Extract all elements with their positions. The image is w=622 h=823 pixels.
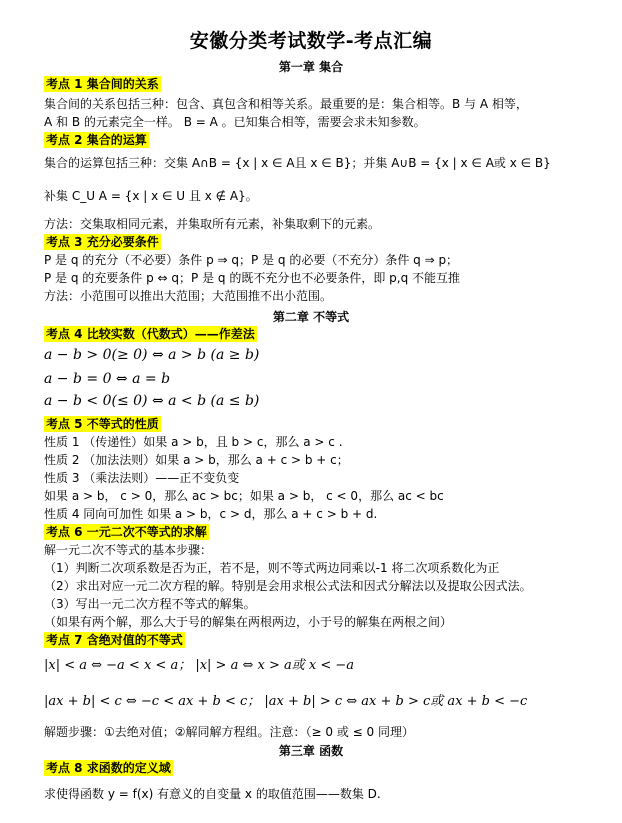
kaodian-8-line-1: 求使得函数 y = f(x) 有意义的自变量 x 的取值范围——数集 D. (44, 787, 381, 801)
chapter-1-heading: 第一章 集合 (278, 60, 344, 74)
kaodian-7-formula-1: |x| < a ⇔ −a < x < a； |x| > a ⇔ x > a或 x < −a (44, 658, 354, 673)
kaodian-4-formula-3: a − b < 0(≤ 0) ⇔ a < b (a ≤ b) (44, 393, 260, 409)
kaodian-2-line-1: 集合的运算包括三种：交集 A∩B = {x | x ∈ A且 x ∈ B}；并集 A∪B = {x | x ∈ A或 x ∈ B} (44, 156, 551, 170)
kaodian-5-heading: 考点 5 不等式的性质 (46, 417, 159, 431)
kaodian-5-line-2: 性质 2 （加法法则）如果 a > b，那么 a + c > b + c； (44, 453, 349, 467)
kaodian-4-formula-2: a − b = 0 ⇔ a = b (44, 371, 171, 387)
kaodian-5-line-4: 如果 a > b， c > 0，那么 ac > bc；如果 a > b， c < 0，那么 ac < bc (44, 489, 444, 503)
kaodian-5-line-1: 性质 1 （传递性）如果 a > b，且 b > c，那么 a > c . (44, 435, 343, 449)
kaodian-7-formula-2: |ax + b| < c ⇔ −c < ax + b < c； |ax + b| > c ⇔ ax + b > c或 ax + b < −c (44, 694, 528, 709)
kaodian-1-heading: 考点 1 集合间的关系 (46, 77, 159, 91)
kaodian-4-heading: 考点 4 比较实数（代数式）——作差法 (46, 327, 255, 341)
kaodian-7-line-1: 解题步骤：①去绝对值；②解同解方程组。注意：（≥ 0 或 ≤ 0 同理） (44, 725, 414, 739)
kaodian-3-line-2: P 是 q 的充要条件 p ⇔ q；P 是 q 的既不充分也不必要条件，即 p,q 不能互推 (44, 271, 461, 285)
kaodian-4-formula-1: a − b > 0(≥ 0) ⇔ a > b (a ≥ b) (44, 347, 260, 363)
kaodian-2-line-3: 方法：交集取相同元素，并集取所有元素，补集取剩下的元素。 (44, 217, 381, 231)
kaodian-1-line-2: A 和 B 的元素完全一样。 B = A 。已知集合相等，需要会求未知参数。 (44, 115, 426, 129)
kaodian-5-line-5: 性质 4 同向可加性 如果 a > b，c > d，那么 a + c > b + d. (44, 507, 378, 521)
kaodian-6-heading: 考点 6 一元二次不等式的求解 (46, 525, 207, 539)
kaodian-5-line-3: 性质 3 （乘法法则）——正不变负变 (44, 471, 240, 485)
kaodian-3-heading: 考点 3 充分必要条件 (46, 235, 159, 249)
kaodian-6-line-5: （如果有两个解，那么大于号的解集在两根两边，小于号的解集在两根之间） (44, 615, 453, 629)
kaodian-6-line-3: （2）求出对应一元二次方程的解。特别是会用求根公式法和因式分解法以及提取公因式法。 (44, 579, 532, 593)
kaodian-2-heading: 考点 2 集合的运算 (46, 133, 147, 147)
kaodian-3-line-3: 方法：小范围可以推出大范围；大范围推不出小范围。 (44, 289, 333, 303)
kaodian-6-line-2: （1）判断二次项系数是否为正，若不是，则不等式两边同乘以-1 将二次项系数化为正 (44, 561, 500, 575)
kaodian-6-line-1: 解一元二次不等式的基本步骤： (44, 543, 213, 557)
chapter-2-heading: 第二章 不等式 (272, 310, 350, 324)
doc-title: 安徽分类考试数学-考点汇编 (189, 30, 433, 52)
kaodian-3-line-1: P 是 q 的充分（不必要）条件 p ⇒ q；P 是 q 的必要（不充分）条件 q ⇒ p； (44, 253, 459, 267)
kaodian-8-heading: 考点 8 求函数的定义域 (46, 761, 171, 775)
chapter-3-heading: 第三章 函数 (278, 744, 344, 758)
kaodian-6-line-4: （3）写出一元二次方程不等式的解集。 (44, 597, 256, 611)
kaodian-2-line-2: 补集 C_U A = {x | x ∈ U 且 x ∉ A}。 (44, 189, 258, 203)
kaodian-1-line-1: 集合间的关系包括三种：包含、真包含和相等关系。最重要的是：集合相等。B 与 A 相等， (44, 97, 528, 111)
kaodian-7-heading: 考点 7 含绝对值的不等式 (46, 633, 183, 647)
